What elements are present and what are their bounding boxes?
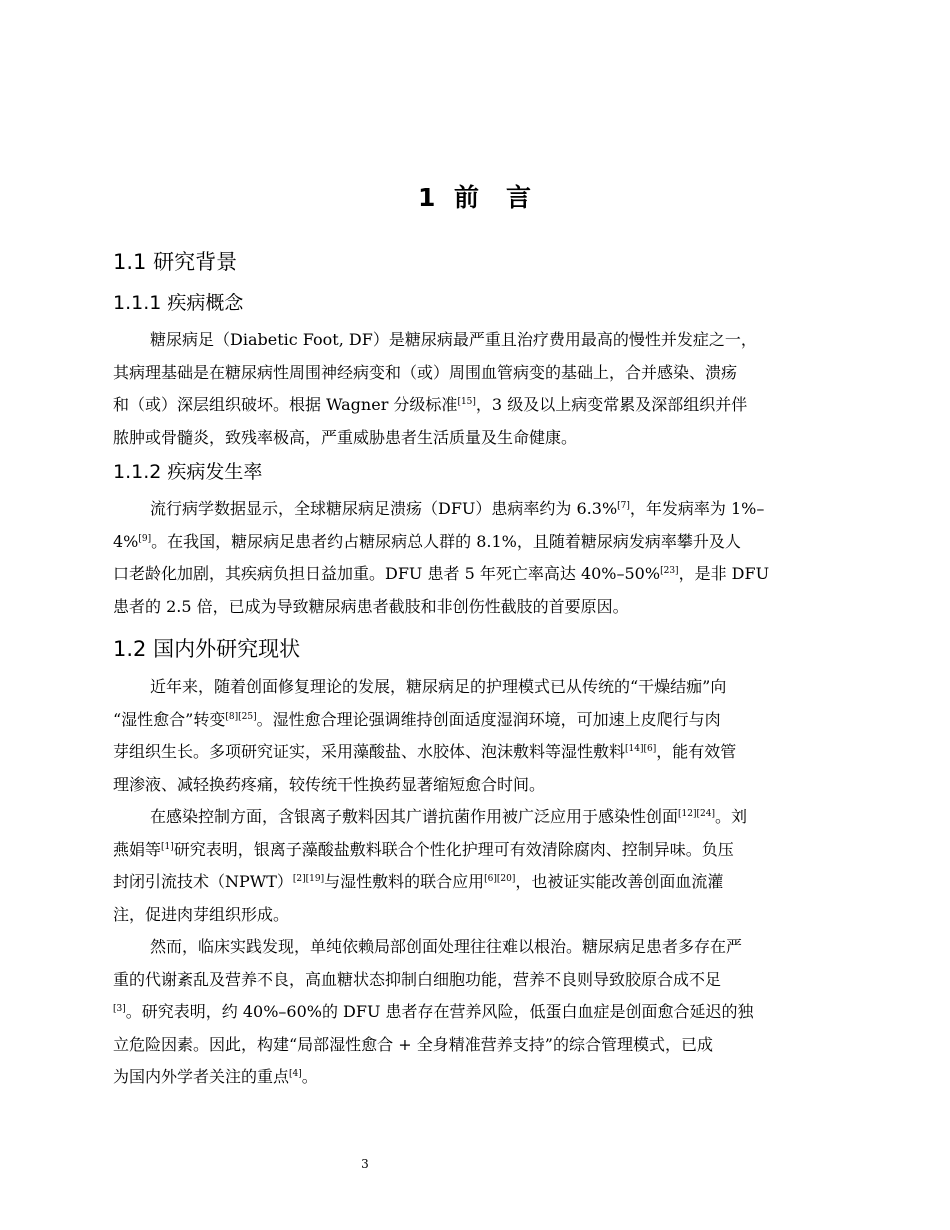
paragraph-research-status-1 [113,671,837,801]
text-line [113,801,837,834]
text-span: ，年发病率为 1%– [629,499,765,518]
text-span: 。湿性愈合理论强调维持创面适度湿润环境，可加速上皮爬行与肉 [256,709,721,729]
text-span: ，3 级及以上病变常累及深部组织并伴 [475,395,748,414]
text-span: 研究表明，银离子藻酸盐敷料联合个性化护理可有效清除腐肉、控制异味。负压 [173,839,734,859]
text-line: 理渗液、减轻换药疼痛，较传统干性换药显著缩短愈合时间。 [113,774,546,794]
text-line [113,558,837,591]
text-span: 燕娟等 [113,839,162,859]
text-line [113,389,837,422]
citation[interactable]: [9] [138,533,152,544]
text-span: 与湿性敷料的联合应用 [324,872,485,891]
text-span: ，能有效管 [656,742,737,761]
citation[interactable]: [2][19] [292,874,325,884]
text-span: “湿性愈合”转变 [113,709,226,729]
citation[interactable]: [6][20] [484,874,516,884]
paragraph-disease-concept [113,324,837,454]
text-span: 。 [301,1067,318,1086]
text-span: 封闭引流技术（NPWT） [113,872,293,891]
section-heading-1-1-1: 1.1.1 疾病概念 [113,292,244,314]
text-line [113,704,837,737]
text-line: 近年来，随着创面修复理论的发展，糖尿病足的护理模式已从传统的“干燥结痂”向 [150,677,727,696]
paragraph-incidence [113,493,837,623]
text-span: 4% [113,531,139,551]
text-line: 患者的 2.5 倍，已成为导致糖尿病患者截肢和非创伤性截肢的首要原因。 [113,596,629,616]
chapter-title: 1 前 言 [417,183,533,212]
text-span: 。刘 [714,807,747,826]
text-line: 注，促进肉芽组织形成。 [113,904,290,924]
text-span: ，也被证实能改善创面血流灌 [515,872,724,891]
section-heading-1-1-2: 1.1.2 疾病发生率 [113,461,263,483]
text-line: 然而，临床实践发现，单纯依赖局部创面处理往往难以根治。糖尿病足患者多存在严 [150,937,743,956]
paragraph-research-status-3 [113,931,837,1094]
text-span: 为国内外学者关注的重点 [113,1067,290,1086]
section-heading-1-1: 1.1 研究背景 [113,250,238,274]
text-span: 。在我国，糖尿病足患者约占糖尿病总人群的 8.1%，且随着糖尿病发病率攀升及人 [151,531,741,551]
text-span: 和（或）深层组织破坏。根据 Wagner 分级标准 [113,395,458,414]
citation[interactable]: [12][24] [678,809,715,819]
text-line: 立危险因素。因此，构建“局部湿性愈合 + 全身精准营养支持”的综合管理模式，已成 [113,1034,713,1054]
text-line: 其病理基础是在糖尿病性周围神经病变和（或）周围血管病变的基础上，合并感染、溃疡 [113,362,738,382]
text-span: 流行病学数据显示，全球糖尿病足溃疡（DFU）患病率约为 6.3% [150,499,618,518]
citation[interactable]: [8][25] [225,711,257,722]
text-line [113,736,837,769]
text-span: 口老龄化加剧，其疾病负担日益加重。DFU 患者 5 年死亡率高达 40%–50% [113,564,661,583]
text-line: 糖尿病足（Diabetic Foot, DF）是糖尿病最严重且治疗费用最高的慢性并发症之一， [150,330,757,349]
section-heading-1-2: 1.2 国内外研究现状 [113,637,301,661]
citation[interactable]: [15] [457,397,476,407]
paragraph-research-status-2 [113,801,837,931]
text-line [113,834,837,867]
citation[interactable]: [7] [617,501,630,511]
text-line: 重的代谢紊乱及营养不良，高血糖状态抑制白细胞功能，营养不良则导致胶原合成不足 [113,969,722,989]
page-number: 3 [361,1157,369,1171]
citation[interactable]: [3] [113,1004,126,1014]
text-span: 芽组织生长。多项研究证实，采用藻酸盐、水胶体、泡沫敷料等湿性敷料 [113,742,626,761]
text-line [113,526,837,559]
text-span: 在感染控制方面，含银离子敷料因其广谱抗菌作用被广泛应用于感染性创面 [150,807,679,826]
citation[interactable]: [23] [660,566,679,576]
text-span: 。研究表明，约 40%–60%的 DFU 患者存在营养风险，低蛋白血症是创面愈合延迟的独 [125,1002,754,1021]
citation[interactable]: [14][6] [625,744,657,754]
text-line [113,1061,837,1094]
text-line [113,866,837,899]
text-line: 脓肿或骨髓炎，致残率极高，严重威胁患者生活质量及生命健康。 [113,427,578,447]
text-line [113,996,837,1029]
citation[interactable]: [1] [161,841,174,852]
text-span: ，是非 DFU [678,564,770,583]
citation[interactable]: [4] [289,1069,302,1079]
text-line [113,493,837,526]
